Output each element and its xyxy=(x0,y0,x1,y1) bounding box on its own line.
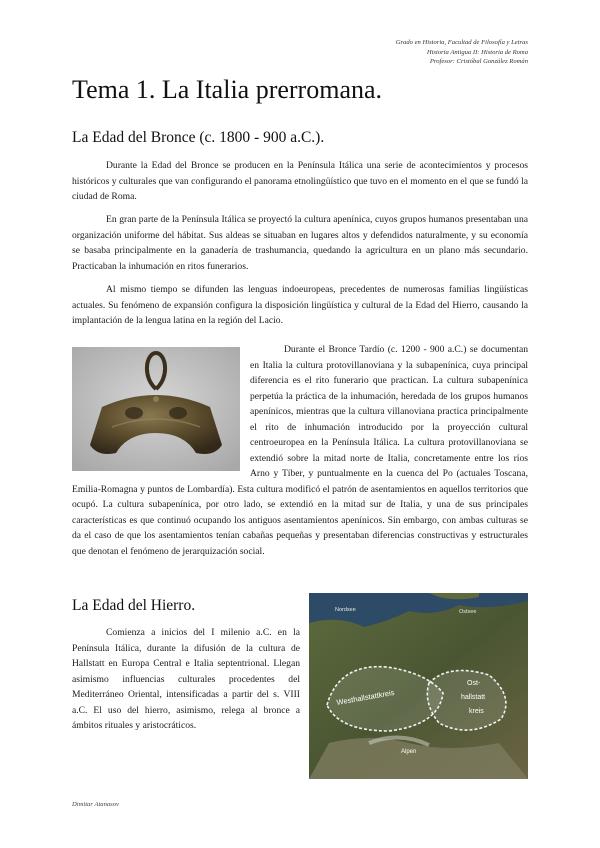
map-label-ostsee: Ostsee xyxy=(459,609,477,615)
paragraph-iron-1: Comienza a inicios del I milenio a.C. en la Península Itálica, durante la difusión de la cultura de Hallstatt en Europa Central e Italia septentrional. Llegan asimismo influencias culturales procedentes del Mediterráneo Oriental, intensificadas a partir del s. VIII a.C. El uso del hierro, asimismo, relega al bronce a ámbitos rituales y aristocráticos. xyxy=(72,627,300,731)
paragraph-bronze-4-text: Durante el Bronce Tardío (c. 1200 - 900 a.C.) se documentan en Italia la cultura protovillanoviana y la subapenínica, cuya principal diferencia es el rito funerario que practican. La cultura subapenínica perpetúa la práctica de la inhumación, heredada de los grupos humanos apenínicos, mientras que la cultura villanoviana practica principalmente el rito de inhumación introducido por la proyección cultural centroeuropea en la Península Itálica. La cultura protovillanoviana se extendió sobre la mitad norte de Italia, concretamente entre los ríos Arno y Tíber, y puntualmente en la cuenca del Po (actuales Toscana, Emilia-Romagna y puntos de Lombardía). Esta cultura modificó el patrón de asentamientos en aquellos territorios que ocupó. La cultura subapenínica, por otro lado, se extendió en la mitad sur de Italia, y una de sus principales características es que continuó ocupando los antiguos asentamientos apenínicos. Sin embargo, con ambas culturas se da el caso de que los asentamientos tenían cabañas pequeñas y presentaban diferencias constructivas y estructurales que denotan el fenómeno de jerarquización social. xyxy=(72,344,528,557)
map-label-nordsee: Nordsee xyxy=(335,607,356,613)
paragraph-bronze-4-block xyxy=(72,342,528,559)
header-line-course: Historia Antigua II: Historia de Roma xyxy=(426,48,528,56)
map-label-east-1: Ost- xyxy=(467,680,481,687)
map-label-west: Westhallstattkreis xyxy=(335,687,396,707)
paragraph-bronze-1: Durante la Edad del Bronce se producen en la Península Itálica una serie de acontecimientos y procesos históricos y culturales que van configurando el panorama etnolingüístico que tuvo en el momento en el que se fundó la ciudad de Roma. xyxy=(72,160,528,202)
heading-iron-age: La Edad del Hierro. xyxy=(72,597,196,614)
header-line-faculty: Grado en Historia, Facultad de Filosofía y Letras xyxy=(395,39,528,46)
paragraph-bronze-2: En gran parte de la Península Itálica se proyectó la cultura apenínica, cuyos grupos humanos presentaban una organización uniforme del hábitat. Sus aldeas se situaban en lugares altos y defendidos naturalmente, y su economía se basaba principalmente en la ganadería de trashumancia, quedando la agricultura en un plano más secundario. Practicaban la inhumación en ritos funerarios. xyxy=(72,214,528,272)
hallstatt-culture-map xyxy=(309,593,528,779)
map-label-alpen: Alpen xyxy=(401,749,417,755)
map-label-east-2: hallstatt xyxy=(461,694,486,701)
page-header xyxy=(396,38,528,67)
map-label-east-3: kreis xyxy=(469,708,484,715)
page-title: Tema 1. La Italia prerromana. xyxy=(72,75,383,104)
heading-bronze-age: La Edad del Bronce (c. 1800 - 900 a.C.). xyxy=(72,129,325,146)
bronze-artifact-image xyxy=(72,347,240,471)
paragraph-bronze-3: Al mismo tiempo se difunden las lenguas indoeuropeas, precedentes de numerosas familias lingüísticas actuales. Su fenómeno de expansión configura la disposición lingüística y cultural de la Edad del Hierro, causando la implantación de la lengua latina en la región del Lacio. xyxy=(72,284,528,326)
header-line-professor: Profesor: Cristóbal González Román xyxy=(429,58,528,65)
footer-author: Dimitar Atanasov xyxy=(72,801,119,808)
